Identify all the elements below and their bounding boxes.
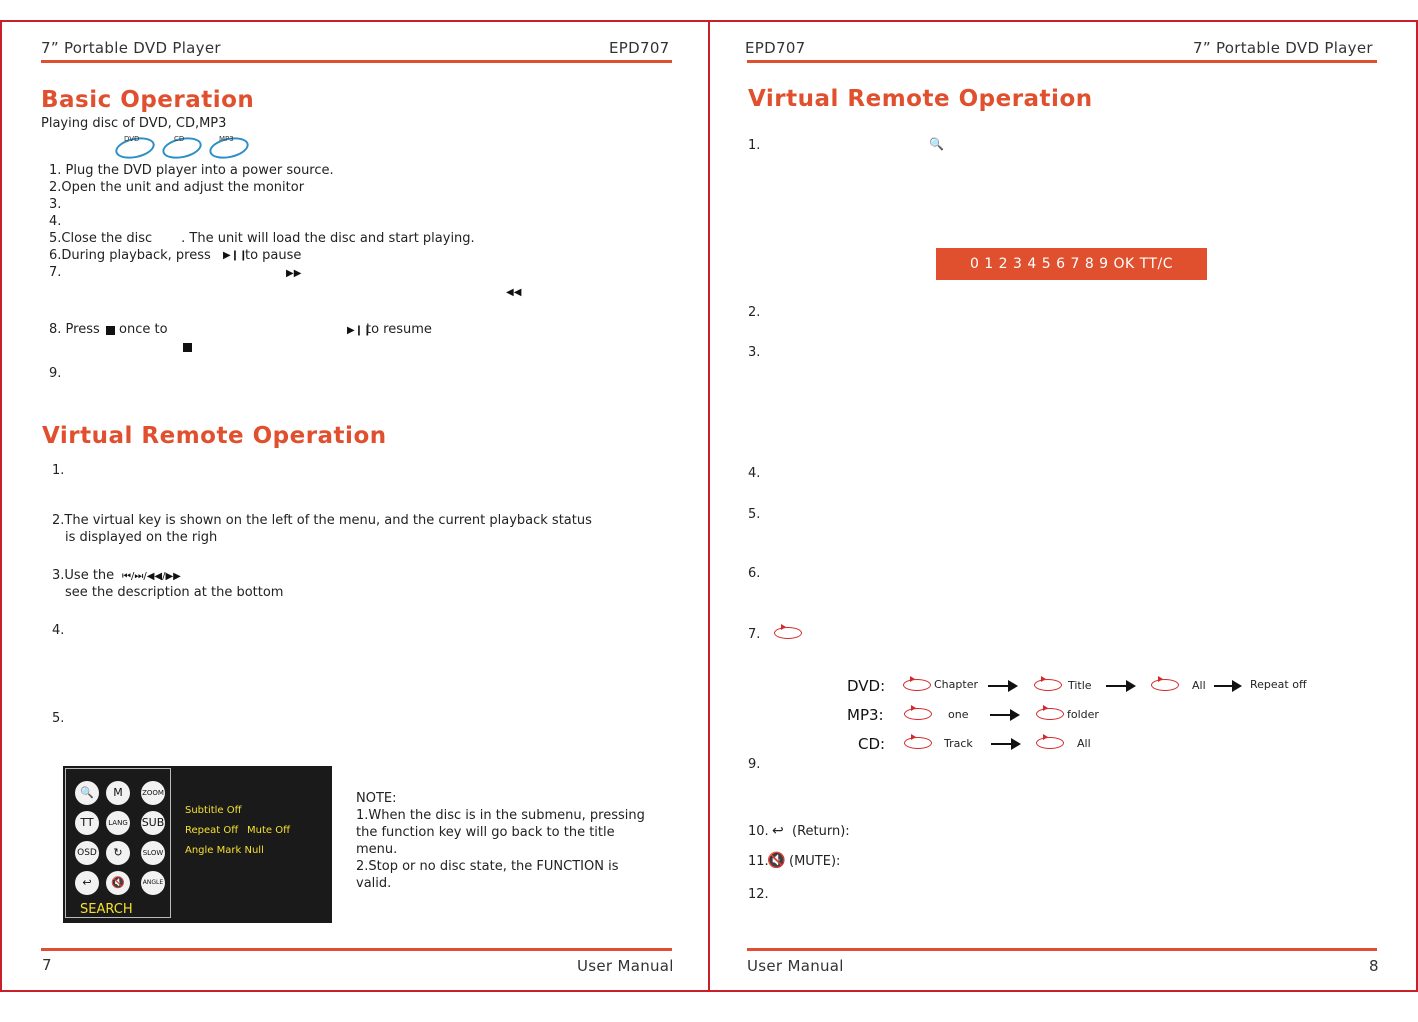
arrow-right-icon [991,743,1019,745]
r-step-3: 3. [748,345,761,360]
note-line-3: menu. [356,842,398,857]
basic-operation-title: Basic Operation [41,87,255,113]
mute-icon: 🔇 [767,851,786,869]
mp3-label: MP3: [847,706,884,724]
repeat-icon [774,627,802,639]
repeat-status: Repeat Off [185,825,239,836]
return-key-icon[interactable]: ↩ [75,871,99,895]
arrow-right-icon [1214,685,1240,687]
virtual-key-panel [65,768,171,918]
stop-icon [106,326,115,335]
left-footer-rule [41,948,672,951]
fast-forward-icon: ▶▶ [286,268,302,279]
r-step-11-label: (MUTE): [789,854,841,869]
right-header-model: EPD707 [745,39,806,57]
repeat-icon [903,679,931,691]
return-icon: ↩ [772,823,784,839]
cd-all: All [1077,737,1091,750]
r-step-2: 2. [748,305,761,320]
right-footer-rule [747,948,1377,951]
r-step-10-label: (Return): [792,824,850,839]
right-page [710,20,1418,992]
lang-key[interactable]: LANG [106,811,130,835]
dvd-label: DVD: [847,677,886,695]
osd-key[interactable]: OSD [75,841,99,865]
repeat-icon [904,737,932,749]
repeat-icon [1151,679,1179,691]
virtual-remote-title: Virtual Remote Operation [42,423,387,449]
r-step-11: 11. [748,854,769,869]
title-key[interactable]: TT [75,811,99,835]
repeat-icon [1036,737,1064,749]
r-step-7: 7. [748,627,761,642]
mp3-disc-label: MP3 [219,135,234,143]
playing-disc-subtitle: Playing disc of DVD, CD,MP3 [41,116,227,131]
step-7: 7. [49,265,62,280]
left-footer-label: User Manual [577,957,674,975]
play-pause-icon-2: ▶❙❙ [347,325,372,336]
mp3-folder: folder [1067,708,1099,721]
step-8-once: once to [119,322,168,337]
left-header-model: EPD707 [609,39,670,57]
r-step-6: 6. [748,566,761,581]
stop-icon-2 [183,343,192,352]
repeat-key-icon[interactable]: ↻ [106,841,130,865]
dvd-title: Title [1068,679,1092,692]
menu-key[interactable]: M [106,781,130,805]
virtual-remote-menu [63,766,332,923]
angle-status: Angle Mark Null [185,845,264,856]
search-label: SEARCH [80,902,133,917]
step-2: 2.Open the unit and adjust the monitor [49,180,305,195]
right-page-number: 8 [1369,957,1379,975]
arrow-right-icon [1106,685,1134,687]
subtitle-status: Subtitle Off [185,805,242,816]
slow-key[interactable]: SLOW [141,841,165,865]
skip-ff-icons: ⏮/⏭/◀◀/▶▶ [122,571,181,582]
left-header-rule [41,60,672,63]
note-line-1: 1.When the disc is in the submenu, pressing [356,808,645,823]
note-line-4: 2.Stop or no disc state, the FUNCTION is [356,859,619,874]
cd-label: CD: [858,735,886,753]
note-heading: NOTE: [356,791,397,806]
r-step-5: 5. [748,507,761,522]
step-6: 6.During playback, press [49,248,211,263]
cd-track: Track [944,737,973,750]
right-header-rule [747,60,1377,63]
play-pause-icon: ▶❙❙ [223,250,248,261]
dvd-all: All [1192,679,1206,692]
repeat-icon [1036,708,1064,720]
search-key-icon[interactable]: 🔍 [75,781,99,805]
left-page [0,20,708,992]
step-5: 5.Close the disc . The unit will load the disc and start playing. [49,231,475,246]
dvd-chapter: Chapter [934,678,978,691]
step-1: 1. Plug the DVD player into a power source. [49,163,334,178]
r-step-12: 12. [748,887,769,902]
angle-key[interactable]: ANGLE [141,871,165,895]
mp3-one: one [948,708,969,721]
step-8: 8. Press [49,322,100,337]
zoom-key[interactable]: ZOOM [141,781,165,805]
search-icon: 🔍 [929,137,944,151]
mute-status: Mute Off [247,825,290,836]
vr-step-2: 2.The virtual key is shown on the left of the menu, and the current playback status [52,513,592,528]
arrow-right-icon [990,714,1018,716]
mute-key-icon[interactable]: 🔇 [106,871,130,895]
sub-key[interactable]: SUB [141,811,165,835]
step-3: 3. [49,197,62,212]
step-4: 4. [49,214,62,229]
arrow-right-icon [988,685,1016,687]
cd-disc-label: CD [174,135,185,143]
r-step-1: 1. [748,138,761,153]
left-page-number: 7 [42,956,52,974]
left-header-title: 7” Portable DVD Player [41,39,221,57]
rewind-icon: ◀◀ [506,287,522,298]
right-footer-label: User Manual [747,957,844,975]
right-header-title: 7” Portable DVD Player [1193,39,1373,57]
repeat-icon [904,708,932,720]
step-6-end: to pause [245,248,302,263]
note-line-5: valid. [356,876,392,891]
number-keys-bar: 0 1 2 3 4 5 6 7 8 9 OK TT/C [936,248,1207,280]
vr-step-1: 1. [52,463,65,478]
vr-step-4: 4. [52,623,65,638]
r-step-10: 10. [748,824,769,839]
note-line-2: the function key will go back to the title [356,825,615,840]
r-step-9: 9. [748,757,761,772]
vr-step-2-cont: is displayed on the righ [65,530,218,545]
vr-step-5: 5. [52,711,65,726]
step-8-resume: to resume [366,322,432,337]
vr-step-3-cont: see the description at the bottom [65,585,284,600]
dvd-disc-label: DVD [124,135,140,143]
right-virtual-remote-title: Virtual Remote Operation [748,86,1093,112]
repeat-icon [1034,679,1062,691]
dvd-repeat-off: Repeat off [1250,678,1307,691]
step-9: 9. [49,366,62,381]
r-step-4: 4. [748,466,761,481]
vr-step-3: 3.Use the [52,568,115,583]
